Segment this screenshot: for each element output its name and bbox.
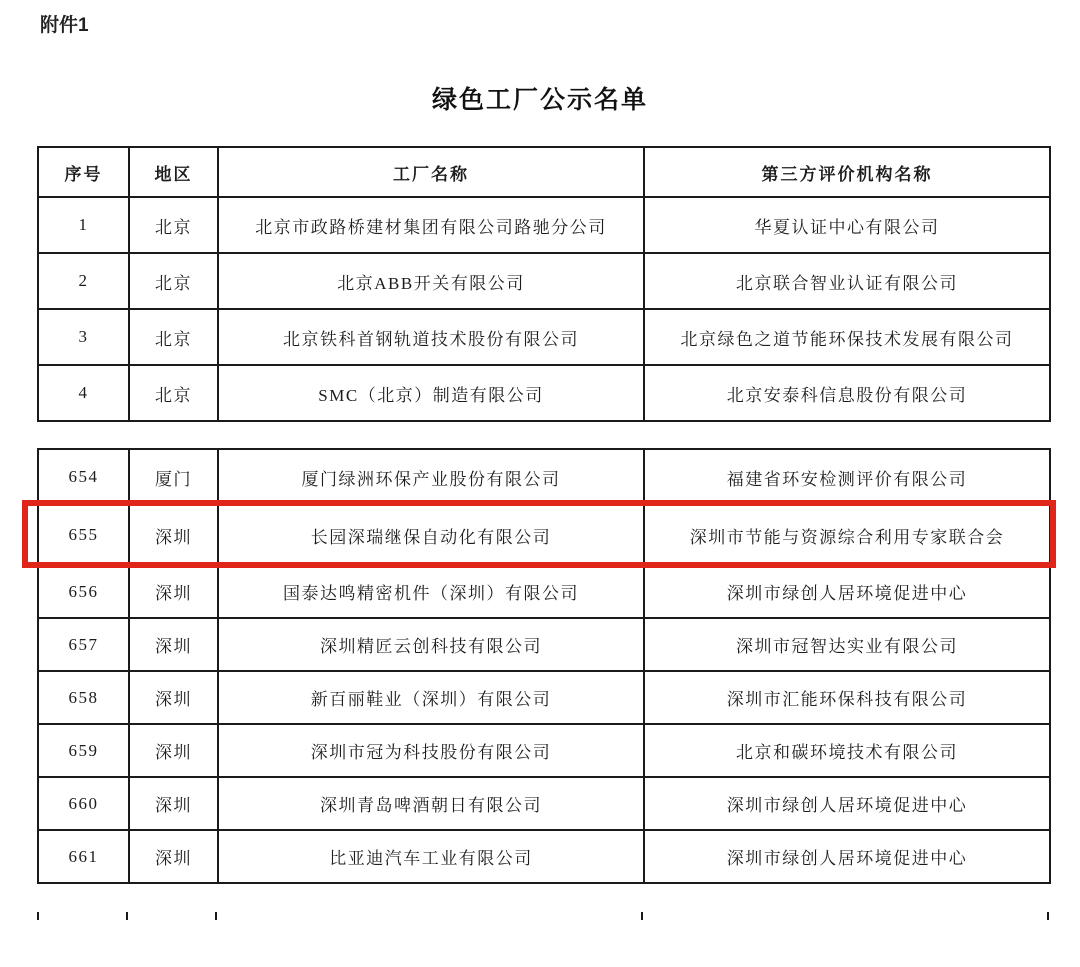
cell-agency: 深圳市节能与资源综合利用专家联合会 <box>644 505 1050 565</box>
cell-factory: 深圳青岛啤酒朝日有限公司 <box>218 777 644 830</box>
cell-region: 北京 <box>129 309 218 365</box>
factory-table-section-1 <box>37 146 1051 422</box>
table-edge-stub <box>37 912 39 920</box>
page-title: 绿色工厂公示名单 <box>431 86 648 114</box>
cell-agency: 深圳市绿创人居环境促进中心 <box>644 565 1050 618</box>
cell-region: 北京 <box>129 365 218 421</box>
cell-factory: 北京ABB开关有限公司 <box>218 253 644 309</box>
table-edge-stub <box>215 912 217 920</box>
table-row <box>38 253 1050 309</box>
cell-region: 北京 <box>129 253 218 309</box>
table-row <box>38 197 1050 253</box>
cell-serial: 655 <box>38 505 129 565</box>
cell-agency: 福建省环安检测评价有限公司 <box>644 449 1050 505</box>
cell-serial: 657 <box>38 618 129 671</box>
cell-agency: 华夏认证中心有限公司 <box>644 197 1050 253</box>
cell-region: 深圳 <box>129 671 218 724</box>
cell-factory: 新百丽鞋业（深圳）有限公司 <box>218 671 644 724</box>
cell-region: 深圳 <box>129 830 218 883</box>
cell-region: 深圳 <box>129 505 218 565</box>
table-row-highlighted <box>38 505 1050 565</box>
cell-serial: 2 <box>38 253 129 309</box>
cell-agency: 深圳市冠智达实业有限公司 <box>644 618 1050 671</box>
table-row <box>38 565 1050 618</box>
cell-agency: 北京联合智业认证有限公司 <box>644 253 1050 309</box>
cell-agency: 深圳市绿创人居环境促进中心 <box>644 777 1050 830</box>
cell-serial: 659 <box>38 724 129 777</box>
cell-serial: 654 <box>38 449 129 505</box>
cell-factory: 深圳精匠云创科技有限公司 <box>218 618 644 671</box>
header-serial: 序号 <box>38 147 129 197</box>
table-edge-stub <box>126 912 128 920</box>
table-row <box>38 309 1050 365</box>
cell-factory: 国泰达鸣精密机件（深圳）有限公司 <box>218 565 644 618</box>
cell-region: 深圳 <box>129 618 218 671</box>
table-row <box>38 724 1050 777</box>
cell-region: 深圳 <box>129 777 218 830</box>
cell-factory: 长园深瑞继保自动化有限公司 <box>218 505 644 565</box>
table-row <box>38 830 1050 883</box>
table-row <box>38 777 1050 830</box>
cell-factory: 比亚迪汽车工业有限公司 <box>218 830 644 883</box>
header-region: 地区 <box>129 147 218 197</box>
attachment-label: 附件1 <box>40 15 89 36</box>
cell-serial: 661 <box>38 830 129 883</box>
cell-factory: 厦门绿洲环保产业股份有限公司 <box>218 449 644 505</box>
cell-serial: 3 <box>38 309 129 365</box>
cell-factory: SMC（北京）制造有限公司 <box>218 365 644 421</box>
cell-region: 厦门 <box>129 449 218 505</box>
cell-serial: 1 <box>38 197 129 253</box>
cell-factory: 北京市政路桥建材集团有限公司路驰分公司 <box>218 197 644 253</box>
cell-region: 北京 <box>129 197 218 253</box>
cell-agency: 深圳市汇能环保科技有限公司 <box>644 671 1050 724</box>
table-row <box>38 671 1050 724</box>
table-row <box>38 618 1050 671</box>
table-row <box>38 449 1050 505</box>
cell-agency: 北京绿色之道节能环保技术发展有限公司 <box>644 309 1050 365</box>
cell-serial: 4 <box>38 365 129 421</box>
cell-serial: 658 <box>38 671 129 724</box>
header-factory: 工厂名称 <box>218 147 644 197</box>
cell-region: 深圳 <box>129 724 218 777</box>
cell-serial: 656 <box>38 565 129 618</box>
cell-serial: 660 <box>38 777 129 830</box>
cell-agency: 北京和碳环境技术有限公司 <box>644 724 1050 777</box>
cell-factory: 北京铁科首钢轨道技术股份有限公司 <box>218 309 644 365</box>
cell-region: 深圳 <box>129 565 218 618</box>
table-edge-stub <box>641 912 643 920</box>
table-row <box>38 365 1050 421</box>
header-agency: 第三方评价机构名称 <box>644 147 1050 197</box>
table-edge-stub <box>1047 912 1049 920</box>
cell-agency: 深圳市绿创人居环境促进中心 <box>644 830 1050 883</box>
factory-table-section-2 <box>37 448 1051 884</box>
table-header-row <box>38 147 1050 197</box>
cell-agency: 北京安泰科信息股份有限公司 <box>644 365 1050 421</box>
cell-factory: 深圳市冠为科技股份有限公司 <box>218 724 644 777</box>
